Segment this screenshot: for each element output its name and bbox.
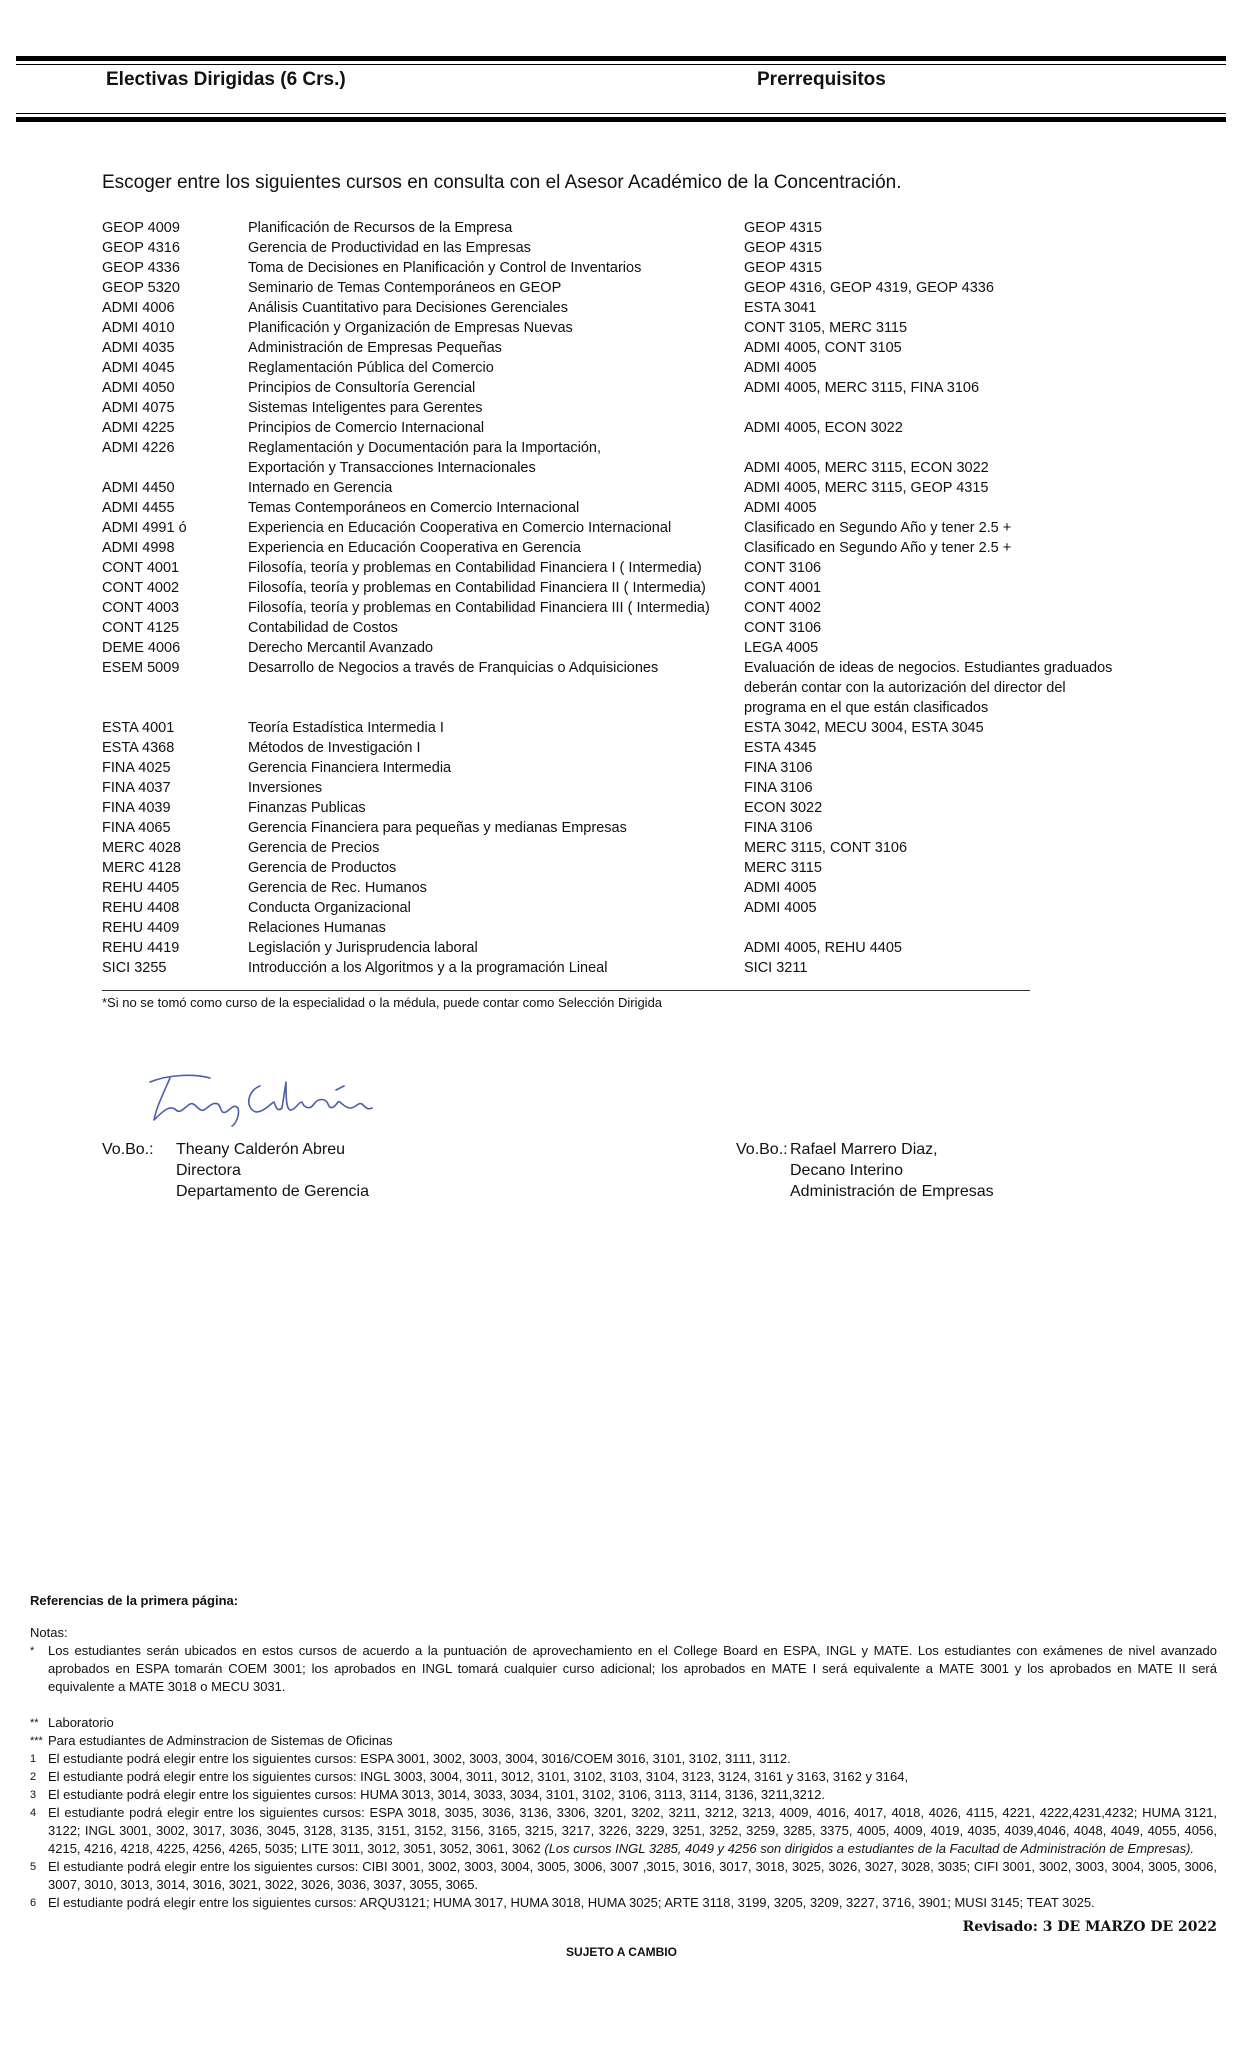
course-prerequisite: FINA 3106 [744,760,813,776]
course-prerequisite: GEOP 4315 [744,260,822,276]
course-name: Análisis Cuantitativo para Decisiones Gerenciales [248,300,568,316]
course-prerequisite: ADMI 4005 [744,880,817,896]
approver-department: Departamento de Gerencia [176,1183,369,1200]
approver-name: Rafael Marrero Diaz, [790,1141,938,1158]
course-code: MERC 4128 [102,860,181,876]
course-code: ADMI 4225 [102,420,175,436]
course-name: Principios de Consultoría Gerencial [248,380,476,396]
course-name: Conducta Organizacional [248,900,411,916]
course-row [102,958,1102,978]
course-row [102,858,1102,878]
course-row [102,538,1102,558]
course-code: FINA 4037 [102,780,171,796]
course-name: Planificación de Recursos de la Empresa [248,220,513,236]
course-row [102,338,1102,358]
course-row [102,438,1102,458]
course-code: ADMI 4991 ó [102,520,187,536]
course-code: CONT 4125 [102,620,180,636]
note-marker: 2 [30,1771,37,1783]
subject-to-change: SUJETO A CAMBIO [566,1945,677,1959]
course-name: Reglamentación Pública del Comercio [248,360,494,376]
course-row [102,298,1102,318]
note-italic-text: (Los cursos INGL 3285, 4049 y 4256 son dirigidos a estudiantes de la Facultad de Administración de Empresas). [544,1841,1195,1856]
notes-label: Notas: [30,1625,68,1640]
course-prerequisite: ADMI 4005, MERC 3115, FINA 3106 [744,380,980,396]
course-name: Introducción a los Algoritmos y a la programación Lineal [248,960,608,976]
note-text: Los estudiantes serán ubicados en estos cursos de acuerdo a la puntuación de aprovechamiento en el College Board en ESPA, INGL y MATE. Los estudiantes con exámenes de nivel avanzado aprobados en ESPA tomarán COEM 3001; los aprobados en INGL tomará cualquier curso adicional; los aprobados en MATE I será equivalente a MATE 3001 y los aprobados en MATE II será equivalente a MATE 3018 o MECU 3031. [48,1643,1217,1694]
course-prerequisite [744,398,1124,418]
course-prerequisite: CONT 3106 [744,560,822,576]
course-prerequisite [744,918,1124,938]
course-prerequisite: ADMI 4005, REHU 4405 [744,940,902,956]
course-row [102,738,1102,758]
course-code: ADMI 4998 [102,540,175,556]
course-name: Reglamentación y Documentación para la Importación, [248,440,602,456]
note-item [30,1858,1217,1894]
course-prerequisite: ESTA 4345 [744,740,817,756]
course-row [102,358,1102,378]
course-code: GEOP 4009 [102,220,180,236]
course-prerequisite: ADMI 4005, MERC 3115, ECON 3022 [744,460,989,476]
course-name: Métodos de Investigación I [248,740,421,756]
course-code: ADMI 4226 [102,440,175,456]
course-name: Administración de Empresas Pequeñas [248,340,502,356]
course-prerequisite: LEGA 4005 [744,640,819,656]
course-prerequisite: FINA 3106 [744,780,813,796]
course-row [102,318,1102,338]
note-text: Laboratorio [48,1715,114,1730]
course-row [102,818,1102,838]
course-code: ADMI 4045 [102,360,175,376]
course-code: MERC 4028 [102,840,181,856]
course-row [102,518,1102,538]
course-prerequisite: Evaluación de ideas de negocios. Estudiantes graduados deberán contar con la autorización del director del programa en el que están clasificados [744,660,1113,716]
course-prerequisite: ADMI 4005 [744,360,817,376]
course-row [102,598,1102,618]
course-row [102,758,1102,778]
course-prerequisite: GEOP 4316, GEOP 4319, GEOP 4336 [744,280,994,296]
course-code: ADMI 4455 [102,500,175,516]
course-prerequisite: GEOP 4315 [744,240,822,256]
course-name: Derecho Mercantil Avanzado [248,640,434,656]
course-row [102,238,1102,258]
course-name: Filosofía, teoría y problemas en Contabilidad Financiera II ( Intermedia) [248,580,706,596]
header-bottom-rule [16,117,1226,122]
course-row [102,938,1102,958]
course-prerequisite: Clasificado en Segundo Año y tener 2.5 + [744,520,1012,536]
vobo-label: Vo.Bo.: [736,1141,788,1158]
course-row [102,398,1102,418]
course-row [102,918,1102,938]
course-prerequisite: CONT 4002 [744,600,822,616]
approver-name: Theany Calderón Abreu [176,1141,345,1158]
approval-left [102,1139,369,1202]
course-name: Filosofía, teoría y problemas en Contabilidad Financiera III ( Intermedia) [248,600,710,616]
course-row [102,258,1102,278]
course-name: Experiencia en Educación Cooperativa en Comercio Internacional [248,520,672,536]
note-marker: 1 [30,1753,37,1765]
course-prerequisite: FINA 3106 [744,820,813,836]
note-item [30,1750,1217,1768]
note-item [30,1894,1217,1912]
note-marker: 6 [30,1897,37,1909]
course-name: Desarrollo de Negocios a través de Franquicias o Adquisiciones [248,660,659,676]
course-code: ADMI 4035 [102,340,175,356]
course-code: REHU 4419 [102,940,180,956]
course-name: Planificación y Organización de Empresas Nuevas [248,320,573,336]
note-marker: 4 [30,1807,37,1819]
course-prerequisite: Clasificado en Segundo Año y tener 2.5 + [744,540,1012,556]
note-marker: *** [30,1735,43,1747]
course-row [102,838,1102,858]
table-bottom-rule [102,990,1030,991]
header-prerequisites-title: Prerrequisitos [757,69,886,90]
course-code: CONT 4003 [102,600,180,616]
course-code: GEOP 4316 [102,240,180,256]
course-name: Principios de Comercio Internacional [248,420,485,436]
course-row [102,878,1102,898]
references-title: Referencias de la primera página: [30,1593,239,1608]
note-marker: 3 [30,1789,37,1801]
course-name: Experiencia en Educación Cooperativa en Gerencia [248,540,581,556]
course-code: REHU 4408 [102,900,180,916]
note-text: El estudiante podrá elegir entre los siguientes cursos: ESPA 3018, 3035, 3036, 3136, 3306, 3201, 3202, 3211, 3212, 3213, 4009, 4016, 4017, 4018, 4026, 4115, 4221, 4222,4231,4232; HUMA 3121, 3122; INGL 3001, 3002, 3017, 3036, 3045, 3128, 3135, 3151, 3152, 3156, 3165, 3215, 3217, 3226, 3229, 3251, 3252, 3259, 3285, 3375, 4005, 4009, 4019, 4035, 4039,4046, 4048, 4049, 4055, 4056, 4215, 4216, 4218, 4225, 4256, 4265, 5035; LITE 3011, 3012, 3051, 3052, 3061, 3062 [48,1805,1217,1856]
course-row [102,558,1102,578]
note-item [30,1786,1217,1804]
course-code: ADMI 4450 [102,480,175,496]
course-prerequisite: ADMI 4005, ECON 3022 [744,420,903,436]
course-code: CONT 4001 [102,560,180,576]
course-prerequisite: ADMI 4005, CONT 3105 [744,340,902,356]
course-name: Filosofía, teoría y problemas en Contabilidad Financiera I ( Intermedia) [248,560,702,576]
course-name: Internado en Gerencia [248,480,393,496]
course-row [102,658,1113,718]
course-code: GEOP 5320 [102,280,180,296]
course-code: GEOP 4336 [102,260,180,276]
course-prerequisite: ADMI 4005 [744,900,817,916]
course-name: Gerencia Financiera Intermedia [248,760,452,776]
note-text: El estudiante podrá elegir entre los siguientes cursos: CIBI 3001, 3002, 3003, 3004, 3005, 3006, 3007 ,3015, 3016, 3017, 3018, 3025, 3026, 3027, 3028, 3035; CIFI 3001, 3002, 3003, 3004, 3005, 3006, 3007, 3010, 3013, 3014, 3016, 3021, 3022, 3026, 3036, 3037, 3055, 3065. [48,1859,1217,1892]
note-text: El estudiante podrá elegir entre los siguientes cursos: ESPA 3001, 3002, 3003, 3004, 3016/COEM 3016, 3101, 3102, 3111, 3112. [48,1751,791,1766]
vobo-label: Vo.Bo.: [102,1141,154,1158]
note-item [30,1714,1217,1732]
course-row [102,778,1102,798]
course-name: Gerencia de Productos [248,860,397,876]
course-name: Temas Contemporáneos en Comercio Internacional [248,500,580,516]
course-prerequisite: MERC 3115 [744,860,822,876]
course-name: Contabilidad de Costos [248,620,398,636]
course-row [102,618,1102,638]
course-code: FINA 4025 [102,760,171,776]
course-name: Seminario de Temas Contemporáneos en GEOP [248,280,562,296]
course-code [102,458,248,478]
note-marker: 5 [30,1861,37,1873]
course-code: ADMI 4075 [102,400,175,416]
header-electivas-title: Electivas Dirigidas (6 Crs.) [106,69,346,90]
course-prerequisite: MERC 3115, CONT 3106 [744,840,908,856]
course-code: ADMI 4010 [102,320,175,336]
references-section [30,1592,1217,1912]
course-code: REHU 4405 [102,880,180,896]
course-row [102,278,1102,298]
course-row [102,478,1102,498]
course-prerequisite: CONT 3106 [744,620,822,636]
course-prerequisite: CONT 3105, MERC 3115 [744,320,908,336]
course-name: Legislación y Jurisprudencia laboral [248,940,478,956]
course-row [102,218,1102,238]
course-prerequisite: GEOP 4315 [744,220,822,236]
approver-title: Decano Interino [790,1162,903,1179]
note-text: El estudiante podrá elegir entre los siguientes cursos: ARQU3121; HUMA 3017, HUMA 3018, HUMA 3025; ARTE 3118, 3199, 3205, 3209, 3227, 3716, 3901; MUSI 3145; TEAT 3025. [48,1895,1095,1910]
course-row [102,898,1102,918]
course-row [102,378,1102,398]
course-code: ADMI 4006 [102,300,175,316]
course-code: ESTA 4368 [102,740,175,756]
course-code: ADMI 4050 [102,380,175,396]
handwritten-signature-icon [140,1068,400,1128]
course-name: Inversiones [248,780,323,796]
course-row [102,798,1102,818]
course-prerequisite: SICI 3211 [744,960,808,976]
course-name: Toma de Decisiones en Planificación y Control de Inventarios [248,260,642,276]
course-row [102,458,1102,478]
course-name: Gerencia de Productividad en las Empresas [248,240,531,256]
course-name: Sistemas Inteligentes para Gerentes [248,400,483,416]
course-prerequisite: ECON 3022 [744,800,823,816]
course-code: ESTA 4001 [102,720,175,736]
course-code: ESEM 5009 [102,660,180,676]
approver-title: Directora [176,1162,241,1179]
course-prerequisite: ADMI 4005 [744,500,817,516]
course-name: Relaciones Humanas [248,920,386,936]
course-name: Gerencia de Precios [248,840,380,856]
course-row [102,418,1102,438]
note-marker: * [30,1645,35,1657]
note-item [30,1768,1217,1786]
course-name: Teoría Estadística Intermedia I [248,720,444,736]
course-name: Gerencia Financiera para pequeñas y medianas Empresas [248,820,627,836]
note-text: El estudiante podrá elegir entre los siguientes cursos: INGL 3003, 3004, 3011, 3012, 3101, 3102, 3103, 3104, 3123, 3124, 3161 y 3163, 3162 y 3164, [48,1769,909,1784]
note-marker: ** [30,1717,39,1729]
course-name: Finanzas Publicas [248,800,366,816]
course-prerequisite [744,438,1124,458]
note-item [30,1804,1217,1858]
course-row [102,638,1102,658]
approver-department: Administración de Empresas [790,1183,994,1200]
course-table [102,218,1113,978]
approval-right [736,1139,994,1202]
course-prerequisite: CONT 4001 [744,580,822,596]
course-code: CONT 4002 [102,580,180,596]
course-row [102,718,1102,738]
course-code: DEME 4006 [102,640,181,656]
header-top-rule [16,56,1226,61]
course-code: SICI 3255 [102,960,167,976]
note-text: El estudiante podrá elegir entre los siguientes cursos: HUMA 3013, 3014, 3033, 3034, 3101, 3102, 3106, 3113, 3114, 3136, 3211,3212. [48,1787,825,1802]
course-prerequisite: ESTA 3042, MECU 3004, ESTA 3045 [744,720,984,736]
note-text: Para estudiantes de Adminstracion de Sistemas de Oficinas [48,1733,393,1748]
course-name: Exportación y Transacciones Internacionales [248,460,536,476]
course-name: Gerencia de Rec. Humanos [248,880,427,896]
course-code: REHU 4409 [102,920,180,936]
intro-text: Escoger entre los siguientes cursos en consulta con el Asesor Académico de la Concentración. [102,172,902,193]
revised-date: Revisado: 3 DE MARZO DE 2022 [962,1919,1217,1935]
course-code: FINA 4039 [102,800,171,816]
note-item [30,1642,1217,1696]
course-row [102,578,1102,598]
course-prerequisite: ESTA 3041 [744,300,817,316]
table-footnote: *Si no se tomó como curso de la especialidad o la médula, puede contar como Selección Dirigida [102,995,663,1010]
course-prerequisite: ADMI 4005, MERC 3115, GEOP 4315 [744,480,989,496]
course-code: FINA 4065 [102,820,171,836]
note-item [30,1732,1217,1750]
course-row [102,498,1102,518]
